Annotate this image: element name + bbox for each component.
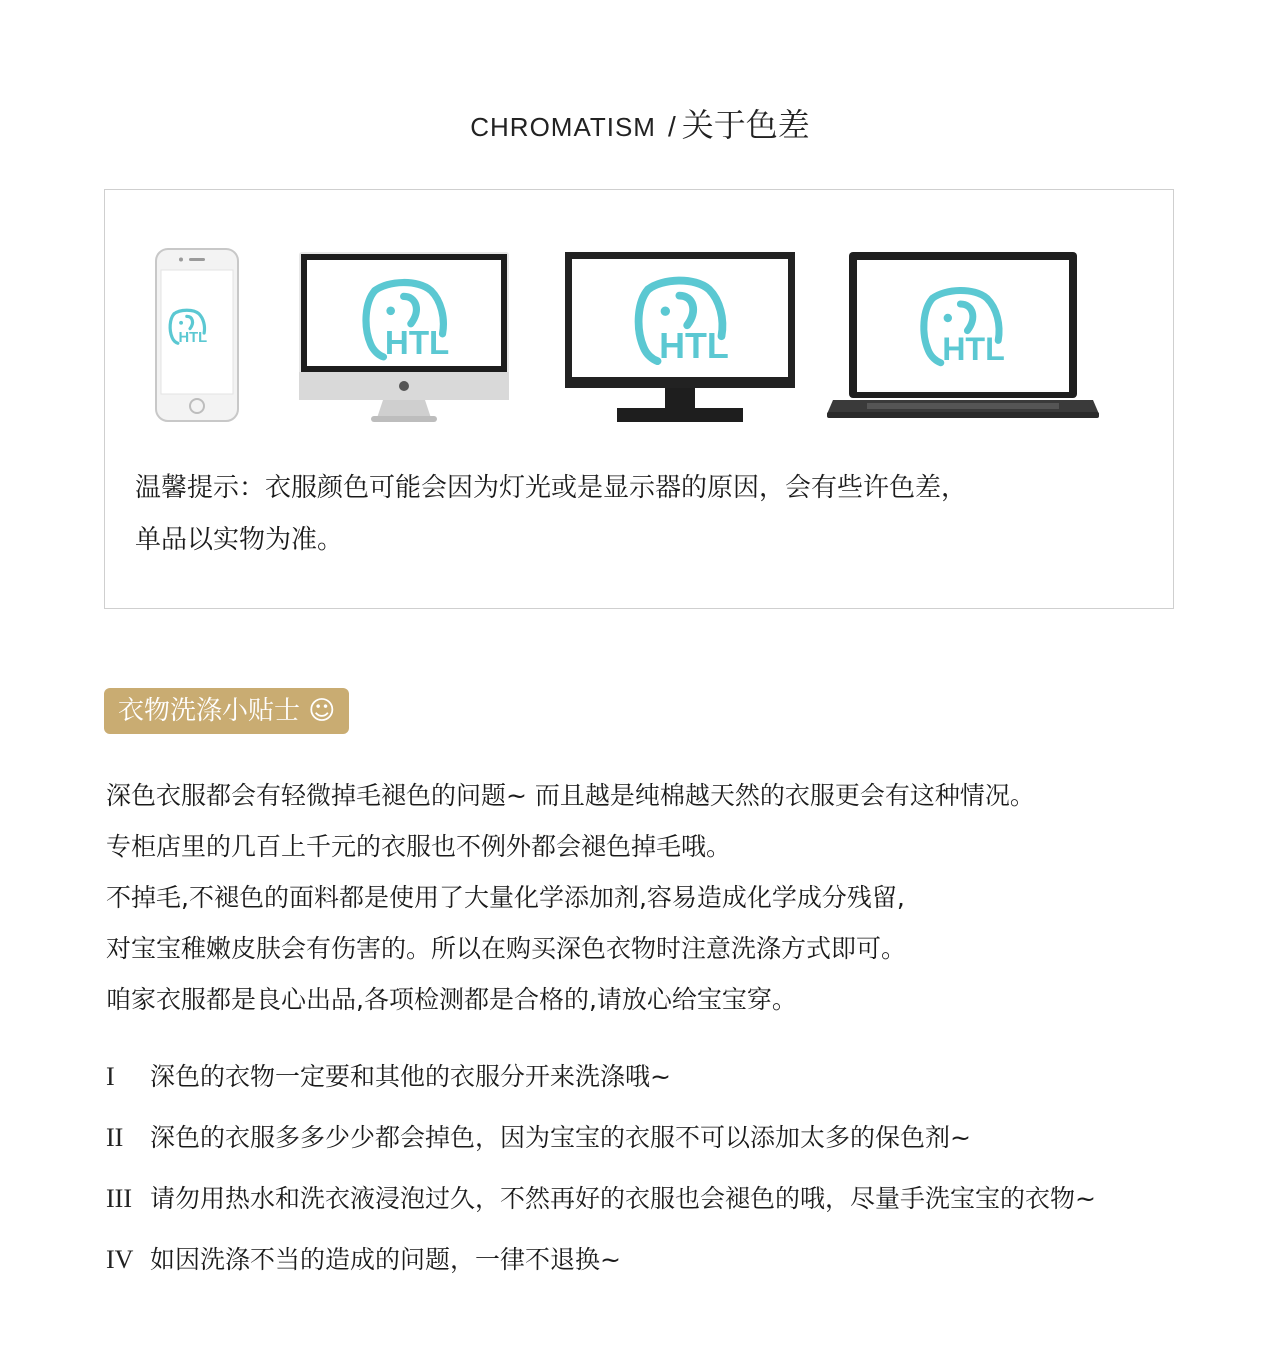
monitor-device-image — [565, 252, 795, 424]
list-item — [106, 1229, 1276, 1290]
paragraph-line: 不掉毛,不褪色的面料都是使用了大量化学添加剂,容易造成化学成分残留, — [106, 883, 905, 912]
paragraph-line: 专柜店里的几百上千元的衣服也不例外都会褪色掉毛哦。 — [106, 832, 732, 861]
washing-paragraph — [106, 770, 1266, 1025]
list-item-text: 深色的衣服多多少少都会掉色，因为宝宝的衣服不可以添加太多的保色剂~ — [150, 1123, 971, 1152]
list-item — [106, 1046, 1276, 1107]
paragraph-line: 深色衣服都会有轻微掉毛褪色的问题~ 而且越是纯棉越天然的衣服更会有这种情况。 — [106, 781, 1035, 810]
title-chinese: 关于色差 — [681, 106, 810, 144]
list-item-number: II — [106, 1123, 124, 1152]
svg-text:HTL: HTL — [384, 325, 450, 362]
list-item-number: IV — [106, 1245, 134, 1274]
phone-device-image — [155, 248, 239, 422]
svg-text:HTL: HTL — [942, 331, 1005, 367]
title-english: CHROMATISM — [470, 112, 656, 142]
list-item-number: III — [106, 1184, 132, 1213]
page-title — [0, 100, 1280, 146]
list-item-text: 如因洗涤不当的造成的问题，一律不退换~ — [150, 1245, 621, 1274]
list-item-number: I — [106, 1062, 115, 1091]
svg-text:HTL: HTL — [178, 330, 208, 346]
paragraph-line: 咱家衣服都是良心出品,各项检测都是合格的,请放心给宝宝穿。 — [106, 985, 797, 1014]
list-item-text: 请勿用热水和洗衣液浸泡过久，不然再好的衣服也会褪色的哦，尽量手洗宝宝的衣物~ — [150, 1184, 1096, 1213]
list-item — [106, 1168, 1276, 1229]
washing-rules-list — [106, 1046, 1276, 1290]
list-item-text: 深色的衣物一定要和其他的衣服分开来洗涤哦~ — [150, 1062, 671, 1091]
tip-line-1: 温馨提示：衣服颜色可能会因为灯光或是显示器的原因，会有些许色差， — [135, 473, 968, 503]
list-item — [106, 1107, 1276, 1168]
imac-device-image — [299, 252, 509, 424]
laptop-device-image — [827, 252, 1099, 422]
svg-text:HTL: HTL — [659, 326, 729, 366]
color-difference-tip — [135, 462, 1145, 566]
chromatism-box — [104, 189, 1174, 609]
title-separator: / — [667, 111, 676, 142]
tip-line-2: 单品以实物为准。 — [135, 525, 344, 555]
washing-tips-badge: 衣物洗涤小贴士 ☺ — [104, 688, 349, 734]
paragraph-line: 对宝宝稚嫩皮肤会有伤害的。所以在购买深色衣物时注意洗涤方式即可。 — [106, 934, 907, 963]
